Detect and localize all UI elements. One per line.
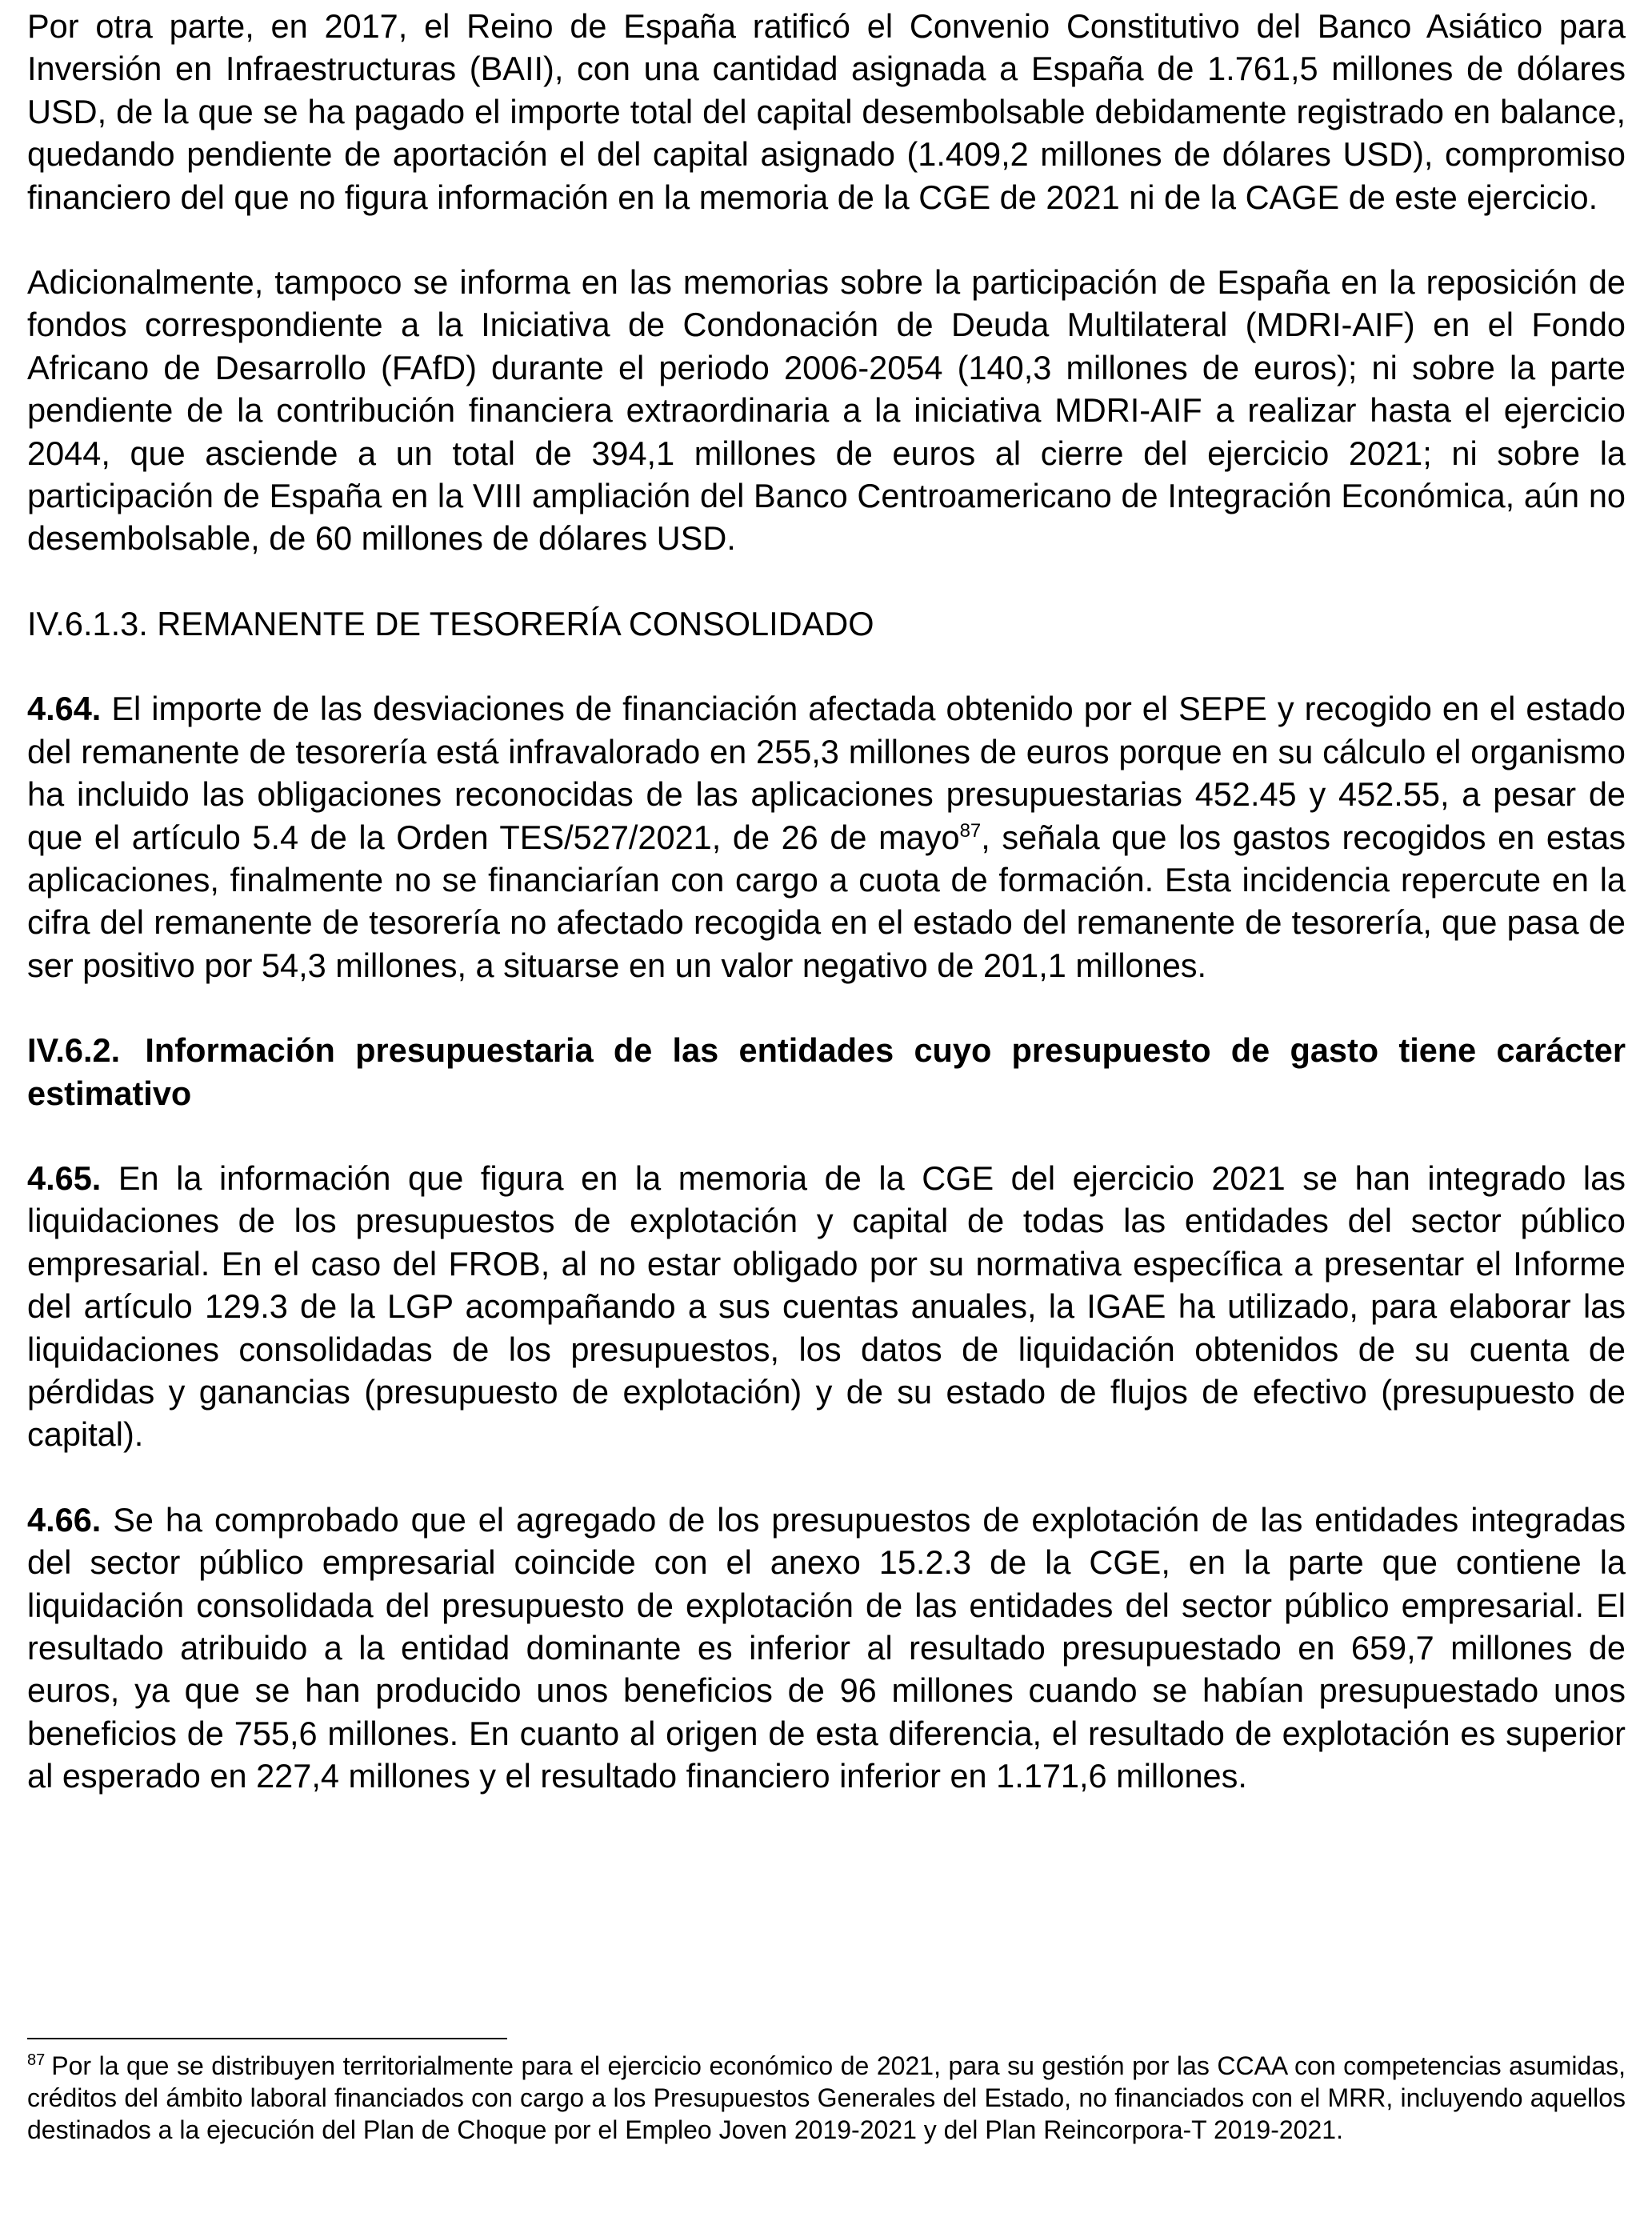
paragraph-text: En la información que figura en la memoria de la CGE del ejercicio 2021 se han integrado las liquidaciones de los presupuestos de explotación y capital de todas las entidades del sector público empresarial. En el caso del FROB, al no estar obligado por su normativa específica a presentar el Informe del artículo 129.3 de la LGP acompañando a sus cuentas anuales, la IGAE ha utilizado, para elaborar las liquidaciones consolidadas de los presupuestos, los datos de liquidación obtenidos de su cuenta de pérdidas y ganancias (presupuesto de explotación) y de su estado de flujos de efectivo (presupuesto de capital).: [27, 1159, 1626, 1454]
section-title: Información presupuestaria de las entidades cuyo presupuesto de gasto tiene carácter estimativo: [27, 1031, 1626, 1112]
paragraph-text-continued: , señala que los gastos recogidos en estas aplicaciones, finalmente no se financiarían con cargo a cuota de formación. Esta incidencia repercute en la cifra del remanente de tesorería no afectado recogida en el estado del remanente de tesorería, que pasa de ser positivo por 54,3 millones, a situarse en un valor negativo de 201,1 millones.: [27, 818, 1626, 984]
document-page: [27, 5, 1626, 1840]
paragraph-text: Se ha comprobado que el agregado de los presupuestos de explotación de las entidades integradas del sector público empresarial coincide con el anexo 15.2.3 de la CGE, en la parte que contiene la liquidación consolidada del presupuesto de explotación de las entidades del sector público empresarial. El resultado atribuido a la entidad dominante es inferior al resultado presupuestado en 659,7 millones de euros, ya que se han producido unos beneficios de 96 millones cuando se habían presupuestado unos beneficios de 755,6 millones. En cuanto al origen de esta diferencia, el resultado de explotación es superior al esperado en 227,4 millones y el resultado financiero inferior en 1.171,6 millones.: [27, 1500, 1626, 1795]
paragraph-number: 4.64.: [27, 690, 102, 728]
footnote-reference[interactable]: 87: [959, 819, 982, 842]
footnote-text: Por la que se distribuyen territorialmente para el ejercicio económico de 2021, para su gestión por las CCAA con competencias asumidas, créditos del ámbito laboral financiados con cargo a los Presupuestos Generales del Estado, no financiados con el MRR, incluyendo aquellos destinados a la ejecución del Plan de Choque por el Empleo Joven 2019-2021 y del Plan Reincorpora-T 2019-2021.: [27, 2051, 1626, 2144]
section-heading-informacion-presupuestaria: [27, 1029, 1626, 1115]
footnote-marker: 87: [27, 2051, 46, 2070]
paragraph-mdri-aif: Adicionalmente, tampoco se informa en las memorias sobre la participación de España en la reposición de fondos correspondiente a la Iniciativa de Condonación de Deuda Multilateral (MDRI-AIF) en el Fondo Africano de Desarrollo (FAfD) durante el periodo 2006-2054 (140,3 millones de euros); ni sobre la parte pendiente de la contribución financiera extraordinaria a la iniciativa MDRI-AIF a realizar hasta el ejercicio 2044, que asciende a un total de 394,1 millones de euros al cierre del ejercicio 2021; ni sobre la participación de España en la VIII ampliación del Banco Centroamericano de Integración Económica, aún no desembolsable, de 60 millones de dólares USD.: [27, 263, 1626, 558]
section-heading-remanente: IV.6.1.3. REMANENTE DE TESORERÍA CONSOLIDADO: [27, 604, 874, 642]
paragraph-number: 4.66.: [27, 1500, 102, 1539]
paragraph-number: 4.65.: [27, 1159, 102, 1197]
paragraph-4-64: [27, 687, 1626, 986]
section-number: IV.6.2.: [27, 1031, 121, 1070]
footnote-divider: [27, 2038, 507, 2039]
footnote-87: [27, 2050, 1626, 2146]
paragraph-4-66: [27, 1499, 1626, 1798]
paragraph-4-65: [27, 1157, 1626, 1456]
paragraph-text: El importe de las desviaciones de financiación afectada obtenido por el SEPE y recogido en el estado del remanente de tesorería está infravalorado en 255,3 millones de euros porque en su cálculo el organismo ha incluido las obligaciones reconocidas de las aplicaciones presupuestarias 452.45 y 452.55, a pesar de que el artículo 5.4 de la Orden TES/527/2021, de 26 de mayo: [27, 690, 1626, 856]
paragraph-baii: Por otra parte, en 2017, el Reino de España ratificó el Convenio Constitutivo del Banco Asiático para Inversión en Infraestructuras (BAII), con una cantidad asignada a España de 1.761,5 millones de dólares USD, de la que se ha pagado el importe total del capital desembolsable debidamente registrado en balance, quedando pendiente de aportación el del capital asignado (1.409,2 millones de dólares USD), compromiso financiero del que no figura información en la memoria de la CGE de 2021 ni de la CAGE de este ejercicio.: [27, 7, 1626, 216]
